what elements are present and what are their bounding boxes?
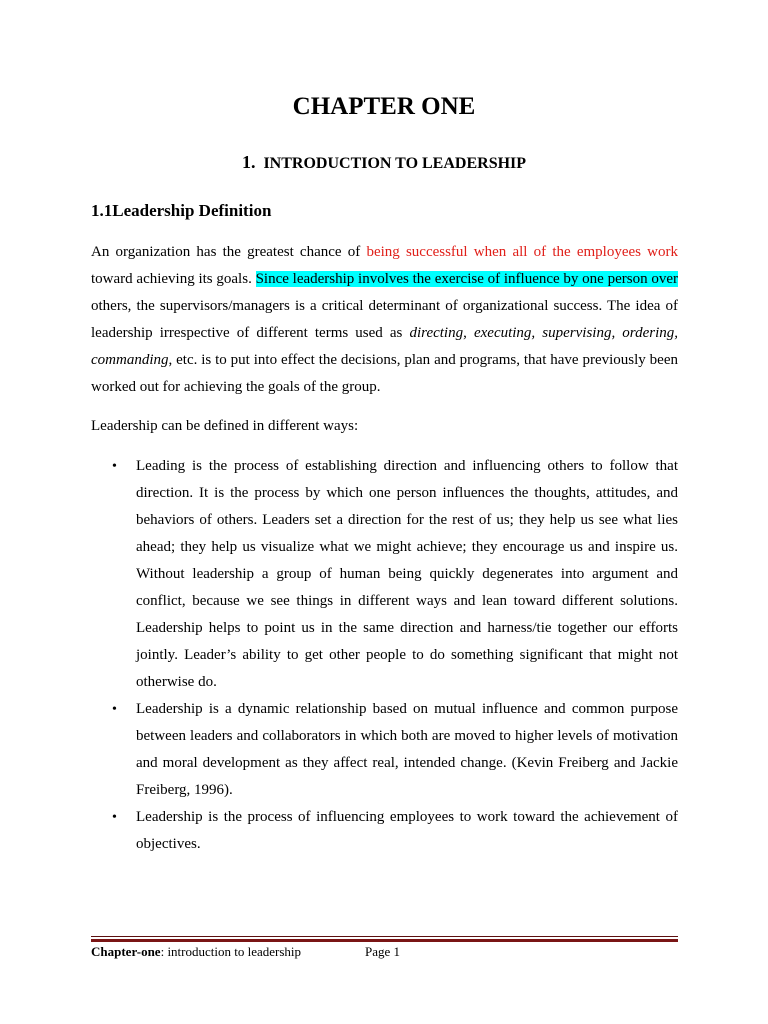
para-text: ,	[463, 325, 474, 341]
chapter-title: CHAPTER ONE	[292, 93, 476, 120]
bullet-icon: •	[112, 702, 117, 717]
list-item	[91, 696, 678, 804]
section-heading	[0, 152, 768, 173]
italic-terms: executing, supervising, ordering, commanding	[91, 325, 678, 368]
footer-divider-thin	[91, 936, 678, 937]
subsection-title: 1.1Leadership Definition	[91, 201, 272, 220]
footer-chapter-rest: : introduction to leadership	[160, 944, 302, 959]
footer-chapter-bold: Chapter-one	[91, 944, 161, 959]
para-text: toward achieving its goals.	[91, 271, 256, 287]
definition-list	[91, 453, 678, 858]
para-text: An organization has the greatest chance of	[91, 244, 367, 260]
bullet-icon: •	[112, 810, 117, 825]
footer-chapter-label	[91, 944, 301, 960]
definitions-intro: Leadership can be defined in different ways:	[91, 418, 359, 434]
footer-divider	[91, 936, 678, 942]
para-text: , etc. is to put into effect the decisions, plan and programs, that have previously been worked out for achieving the goals of the group.	[91, 352, 678, 395]
footer-divider-thick	[91, 939, 678, 942]
list-item-text: Leading is the process of establishing direction and influencing others to follow that direction. It is the process by which one person influences the thoughts, attitudes, and behaviors of others. Leaders set a direction for the rest of us; they help us see what lies ahead; they help us visualize what we might achieve; they encourage us and inspire us. Without leadership a group of human being quickly degenerates into argument and conflict, because we see things in different ways and lean toward different solutions. Leadership helps to point us in the same direction and harness/tie together our efforts jointly. Leader’s ability to get other people to do something significant that might not otherwise do.	[136, 458, 678, 690]
page-number: Page 1	[365, 944, 401, 959]
list-item-text: Leadership is a dynamic relationship based on mutual influence and common purpose between leaders and collaborators in which both are moved to higher levels of motivation and moral development as they affect real, intended change. (Kevin Freiberg and Jackie Freiberg, 1996).	[136, 701, 678, 798]
list-item	[91, 453, 678, 696]
red-text: being successful when all of the employees work	[366, 244, 678, 260]
bullet-icon: •	[112, 459, 117, 474]
italic-term: directing	[409, 325, 464, 341]
highlighted-text: Since leadership involves the exercise of influence by one person over	[255, 271, 678, 287]
para-text: others, the supervisors/managers is a critical determinant of organizational success. The idea of leadership irrespective of different terms used as	[91, 298, 678, 341]
section-title: INTRODUCTION TO LEADERSHIP	[263, 155, 527, 172]
list-item	[91, 804, 678, 858]
intro-paragraph	[91, 239, 678, 401]
list-item-text: Leadership is the process of influencing employees to work toward the achievement of objectives.	[136, 809, 678, 852]
section-number: 1.	[241, 152, 256, 172]
